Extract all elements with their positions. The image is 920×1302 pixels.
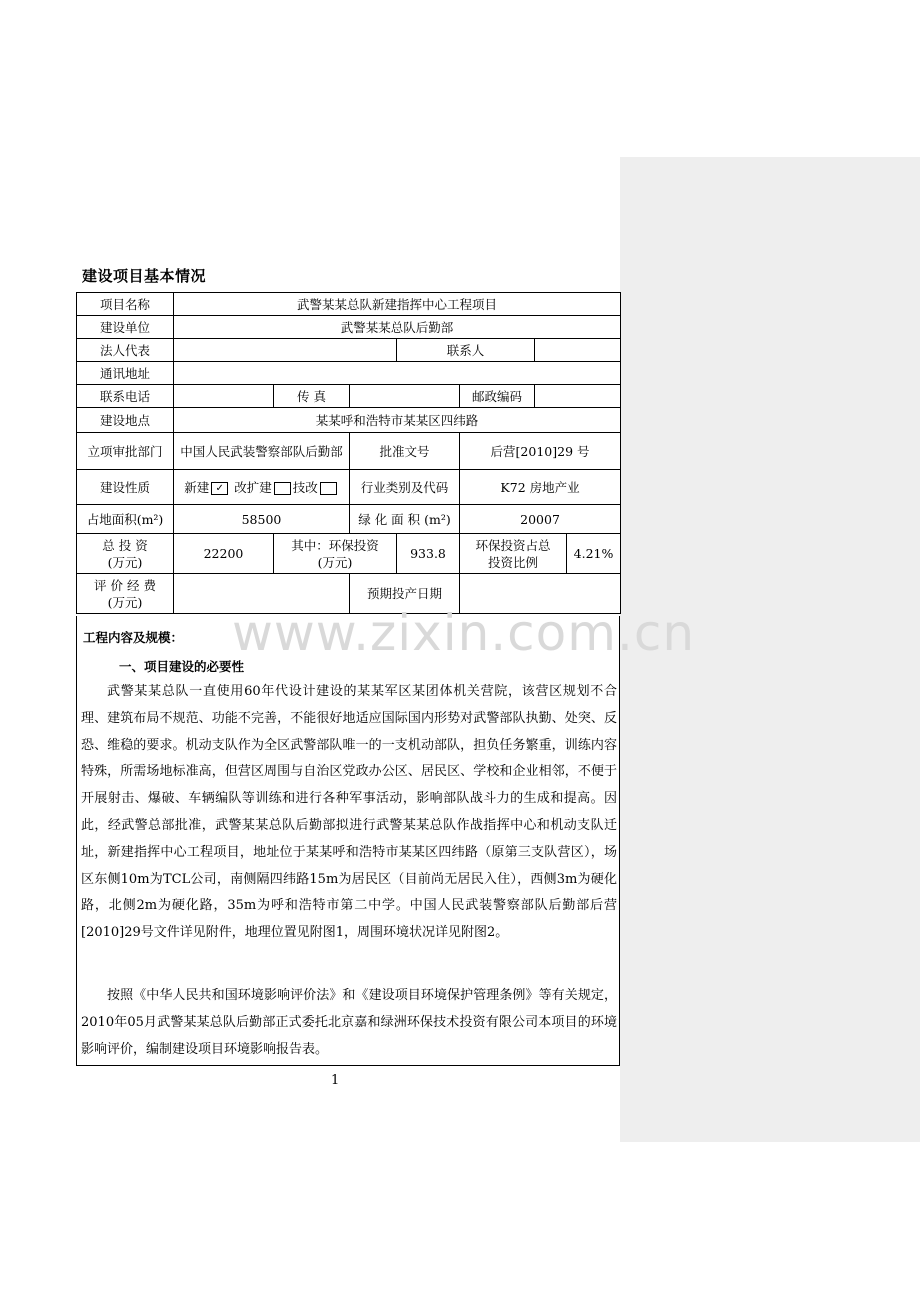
area-value: 58500 xyxy=(174,505,350,534)
legal-rep-value xyxy=(174,339,397,362)
fax-value xyxy=(350,385,460,408)
invest-label-line2: (万元) xyxy=(107,554,143,570)
ratio-label xyxy=(460,534,567,574)
contact-label: 联系人 xyxy=(397,339,535,362)
legal-rep-label: 法人代表 xyxy=(77,339,174,362)
invest-label xyxy=(77,534,174,574)
page-title: 建设项目基本情况 xyxy=(82,267,207,285)
approval-doc-label: 批准文号 xyxy=(350,433,460,470)
approval-dept-value: 中国人民武装警察部队后勤部 xyxy=(174,433,350,470)
nature-reform-checkbox[interactable] xyxy=(320,482,337,495)
invest-label-line1: 总 投 资 xyxy=(102,537,148,553)
builder-value: 武警某某总队后勤部 xyxy=(174,316,621,339)
postcode-value xyxy=(535,385,621,408)
green-value: 20007 xyxy=(460,505,621,534)
eval-fee-label xyxy=(77,574,174,614)
nature-new-label: 新建 xyxy=(184,479,210,495)
paragraph-commission: 按照《中华人民共和国环境影响评价法》和《建设项目环境保护管理条例》等有关规定，2010年05月武警某某总队后勤部正式委托北京嘉和绿洲环保技术投资有限公司本项目的环境影响评价，编制建设项目环境影响报告表。 xyxy=(81,988,617,1057)
address-value xyxy=(174,362,621,385)
nature-expand-label: 改扩建 xyxy=(234,479,272,495)
nature-expand-checkbox[interactable] xyxy=(274,482,291,495)
watermark: www.zixin.com.cn xyxy=(232,604,696,662)
project-name-label: 项目名称 xyxy=(77,293,174,316)
env-invest-label-line1: 其中：环保投资 xyxy=(291,537,379,553)
green-label: 绿 化 面 积 (m²) xyxy=(350,505,460,534)
page-number: 1 xyxy=(331,1073,340,1088)
site-value: 某某呼和浩特市某某区四纬路 xyxy=(174,408,621,433)
eval-fee-label-line1: 评 价 经 费 xyxy=(94,577,156,593)
nature-new-checkbox[interactable]: ✓ xyxy=(211,482,228,495)
env-invest-label-line2: (万元) xyxy=(317,554,353,570)
basic-info-table xyxy=(76,292,621,614)
section-title: 一、项目建设的必要性 xyxy=(119,659,245,674)
builder-label: 建设单位 xyxy=(77,316,174,339)
invest-value: 22200 xyxy=(174,534,274,574)
content-title: 工程内容及规模： xyxy=(83,630,184,645)
project-content-box xyxy=(76,616,620,1066)
fax-label: 传 真 xyxy=(274,385,350,408)
ratio-value: 4.21% xyxy=(567,534,621,574)
contact-value xyxy=(535,339,621,362)
approval-doc-value: 后营[2010]29 号 xyxy=(460,433,621,470)
project-name-value: 武警某某总队新建指挥中心工程项目 xyxy=(174,293,621,316)
eval-fee-label-line2: (万元) xyxy=(107,594,143,610)
phone-value xyxy=(174,385,274,408)
nature-reform-label: 技改 xyxy=(292,479,318,495)
ratio-label-line2: 投资比例 xyxy=(487,554,538,570)
nature-options xyxy=(174,470,350,505)
paragraph-necessity: 武警某某总队一直使用60年代设计建设的某某军区某团体机关营院，该营区规划不合理、建筑布局不规范、功能不完善，不能很好地适应国际国内形势对武警部队执勤、处突、反恐、维稳的要求。机动支队作为全区武警部队唯一的一支机动部队，担负任务繁重，训练内容特殊，所需场地标准高，但营区周围与自治区党政办公区、居民区、学校和企业相邻，不便于开展射击、爆破、车辆编队等训练和进行各种军事活动，影响部队战斗力的生成和提高。因此，经武警总部批准，武警某某总队后勤部拟进行武警某某总队作战指挥中心和机动支队迁址，新建指挥中心工程项目，地址位于某某呼和浩特市某某区四纬路（原第三支队营区），场区东侧10m为TCL公司，南侧隔四纬路15m为居民区（目前尚无居民入住），西侧3m为硬化路，北侧2m为硬化路，35m为呼和浩特市第二中学。中国人民武装警察部队后勤部后营[2010]29号文件详见附件，地理位置见附图1，周围环境状况详见附图2。 xyxy=(81,684,617,941)
industry-value: K72 房地产业 xyxy=(460,470,621,505)
site-label: 建设地点 xyxy=(77,408,174,433)
nature-label: 建设性质 xyxy=(77,470,174,505)
phone-label: 联系电话 xyxy=(77,385,174,408)
postcode-label: 邮政编码 xyxy=(460,385,535,408)
env-invest-value: 933.8 xyxy=(397,534,460,574)
industry-label: 行业类别及代码 xyxy=(350,470,460,505)
address-label: 通讯地址 xyxy=(77,362,174,385)
env-invest-label xyxy=(274,534,397,574)
approval-dept-label: 立项审批部门 xyxy=(77,433,174,470)
area-label: 占地面积(m²) xyxy=(77,505,174,534)
prod-date-label: 预期投产日期 xyxy=(350,574,460,614)
ratio-label-line1: 环保投资占总 xyxy=(475,537,551,553)
